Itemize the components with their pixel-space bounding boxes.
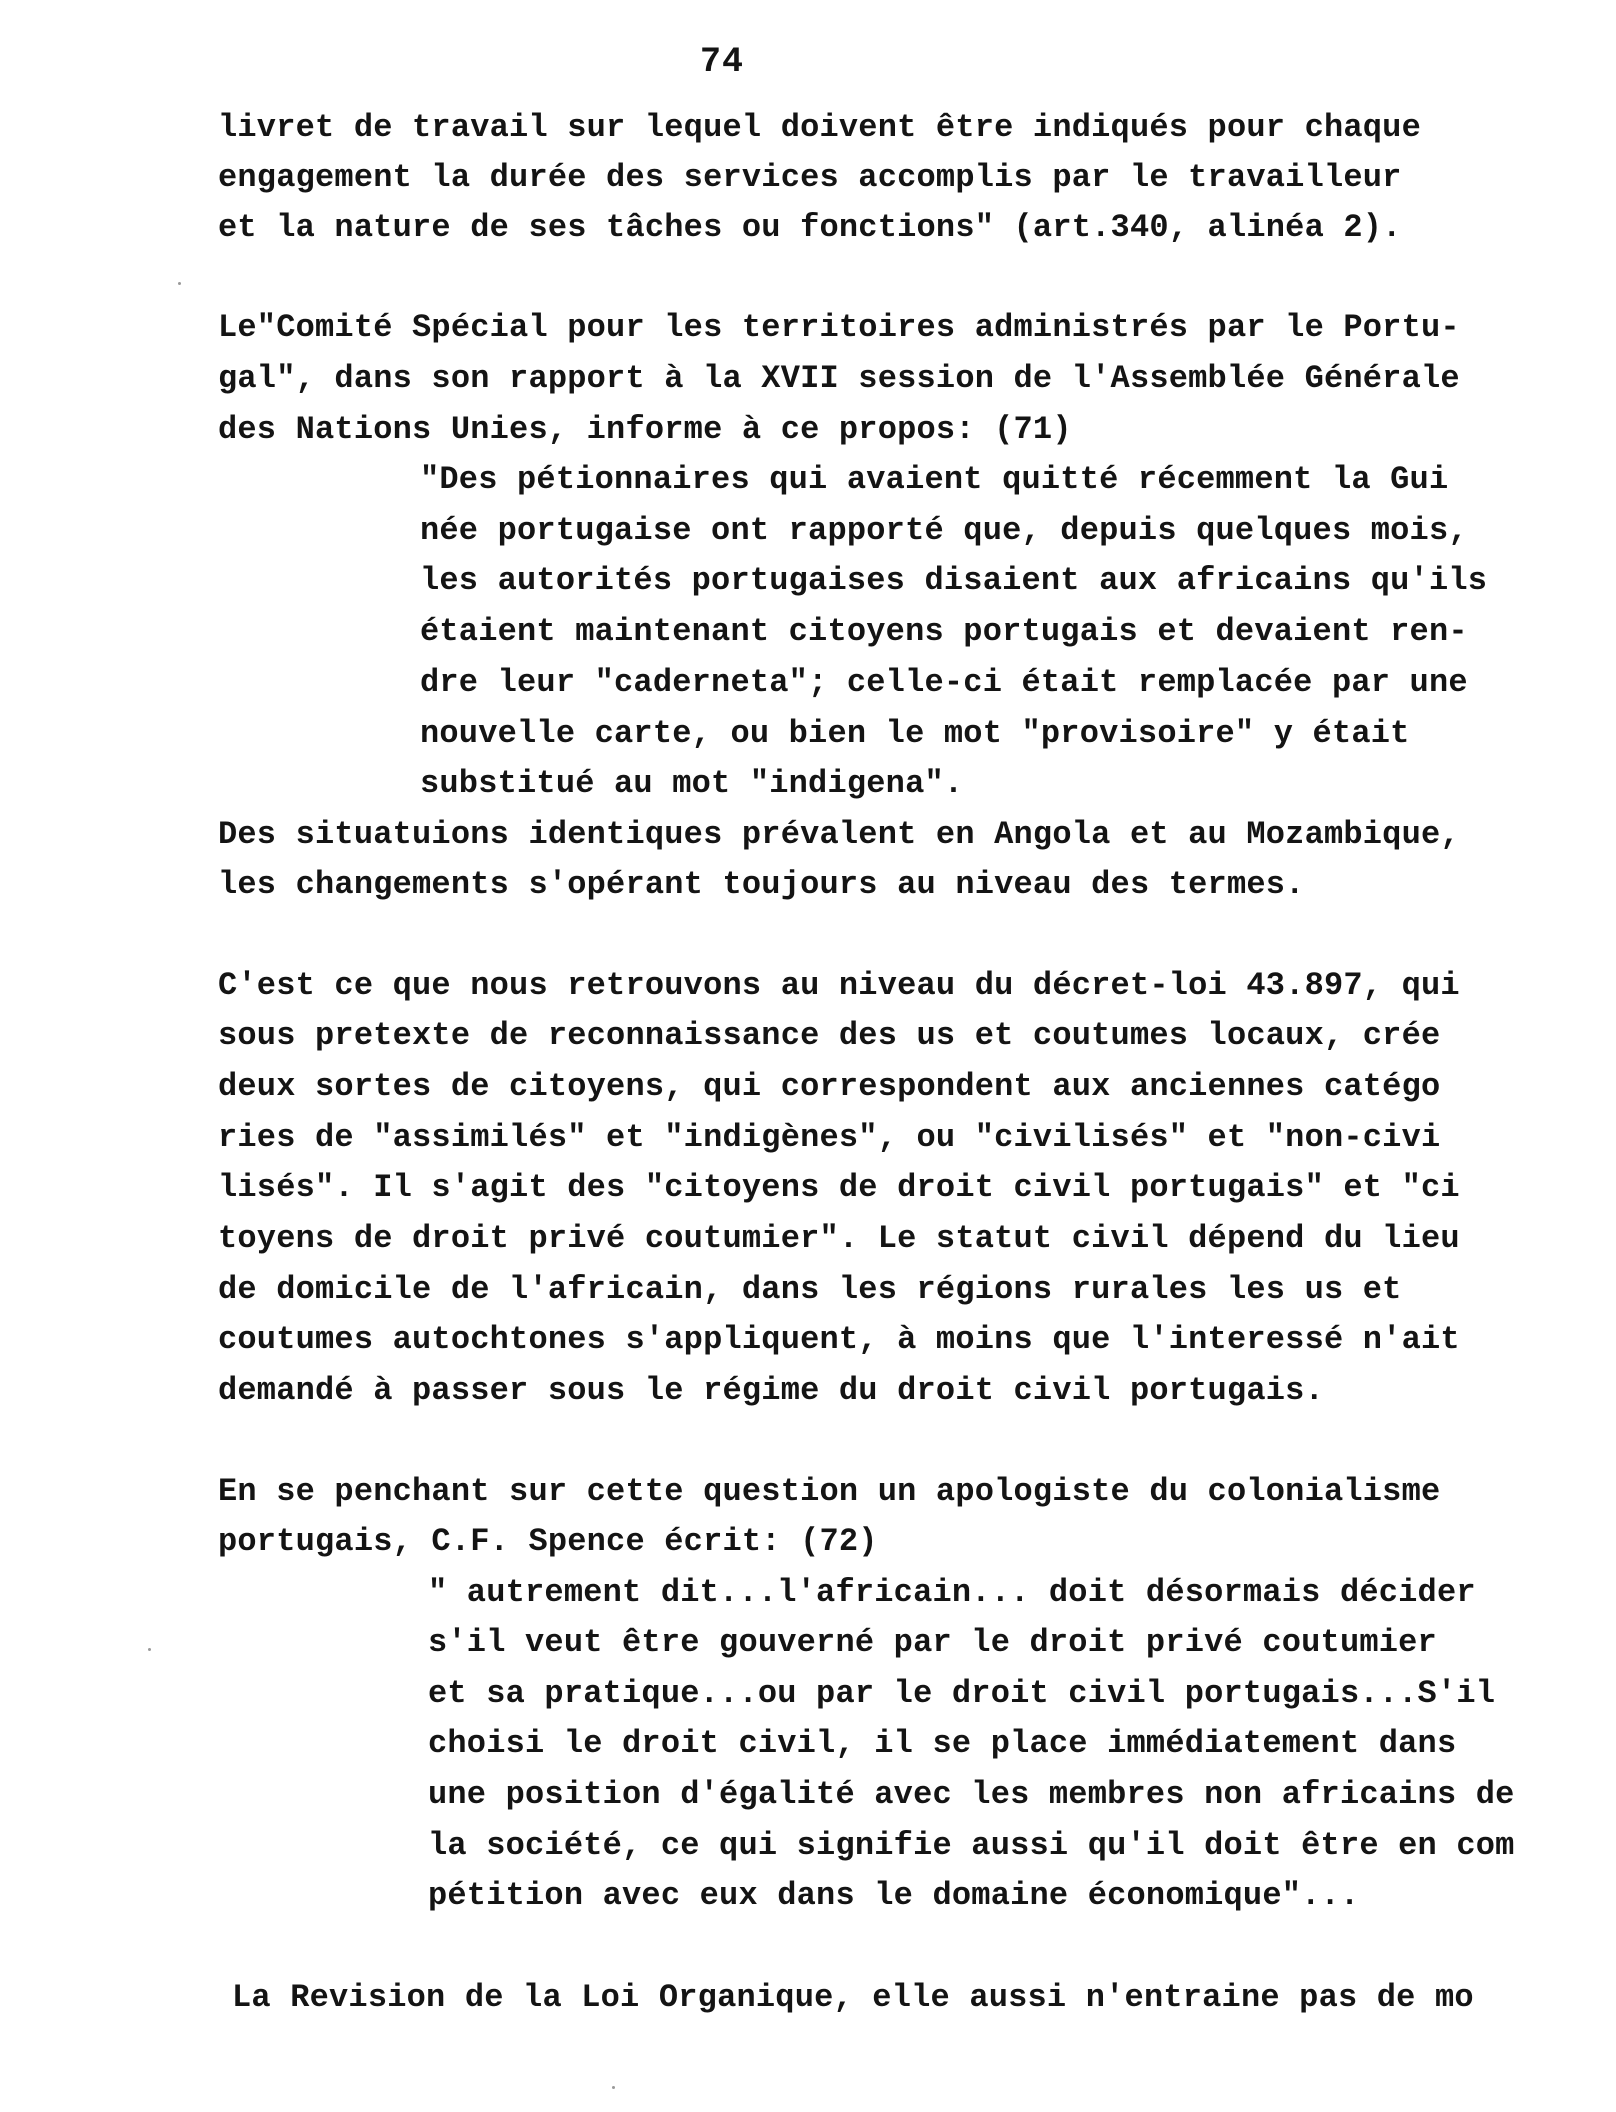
text-line: Le"Comité Spécial pour les territoires administrés par le Portu- [218, 309, 1460, 346]
quote-line: substitué au mot "indigena". [420, 765, 964, 802]
text-line: sous pretexte de reconnaissance des us et coutumes locaux, crée [218, 1017, 1441, 1054]
text-line: La Revision de la Loi Organique, elle aussi n'entraine pas de mo [232, 1979, 1474, 2016]
text-line: gal", dans son rapport à la XVII session de l'Assemblée Générale [218, 360, 1460, 397]
scan-speck [148, 1648, 151, 1651]
text-line: demandé à passer sous le régime du droit civil portugais. [218, 1372, 1324, 1409]
text-line: Des situatuions identiques prévalent en Angola et au Mozambique, [218, 816, 1460, 853]
text-line: de domicile de l'africain, dans les régions rurales les us et [218, 1271, 1402, 1308]
text-line: portugais, C.F. Spence écrit: (72) [218, 1523, 878, 1560]
quote-line: "Des pétionnaires qui avaient quitté récemment la Gui [420, 461, 1449, 498]
quote-line: une position d'égalité avec les membres non africains de [428, 1776, 1515, 1813]
quote-line: choisi le droit civil, il se place immédiatement dans [428, 1725, 1457, 1762]
quote-line: dre leur "caderneta"; celle-ci était remplacée par une [420, 664, 1468, 701]
quote-line: et sa pratique...ou par le droit civil portugais...S'il [428, 1675, 1496, 1712]
text-line: toyens de droit privé coutumier". Le statut civil dépend du lieu [218, 1220, 1460, 1257]
scan-speck [612, 2086, 615, 2089]
text-line: lisés". Il s'agit des "citoyens de droit civil portugais" et "ci [218, 1169, 1460, 1206]
quote-line: pétition avec eux dans le domaine économique"... [428, 1877, 1360, 1914]
quote-line: les autorités portugaises disaient aux africains qu'ils [420, 562, 1488, 599]
scan-speck [178, 282, 181, 285]
quote-line: s'il veut être gouverné par le droit privé coutumier [428, 1624, 1437, 1661]
text-line: et la nature de ses tâches ou fonctions" (art.340, alinéa 2). [218, 209, 1402, 246]
quote-line: " autrement dit...l'africain... doit désormais décider [428, 1574, 1476, 1611]
text-line: des Nations Unies, informe à ce propos: (71) [218, 411, 1072, 448]
quote-line: étaient maintenant citoyens portugais et devaient ren- [420, 613, 1468, 650]
text-line: livret de travail sur lequel doivent être indiqués pour chaque [218, 109, 1421, 146]
quote-line: la société, ce qui signifie aussi qu'il doit être en com [428, 1827, 1515, 1864]
text-line: ries de "assimilés" et "indigènes", ou "civilisés" et "non-civi [218, 1119, 1441, 1156]
text-line: En se penchant sur cette question un apologiste du colonialisme [218, 1473, 1441, 1510]
text-line: deux sortes de citoyens, qui correspondent aux anciennes catégo [218, 1068, 1441, 1105]
quote-line: née portugaise ont rapporté que, depuis quelques mois, [420, 512, 1468, 549]
quote-line: nouvelle carte, ou bien le mot "provisoire" y était [420, 715, 1410, 752]
text-line: les changements s'opérant toujours au niveau des termes. [218, 866, 1305, 903]
page-number: 74 [700, 42, 745, 82]
text-line: engagement la durée des services accomplis par le travailleur [218, 159, 1402, 196]
text-line: coutumes autochtones s'appliquent, à moins que l'interessé n'ait [218, 1321, 1460, 1358]
text-line: C'est ce que nous retrouvons au niveau du décret-loi 43.897, qui [218, 967, 1460, 1004]
